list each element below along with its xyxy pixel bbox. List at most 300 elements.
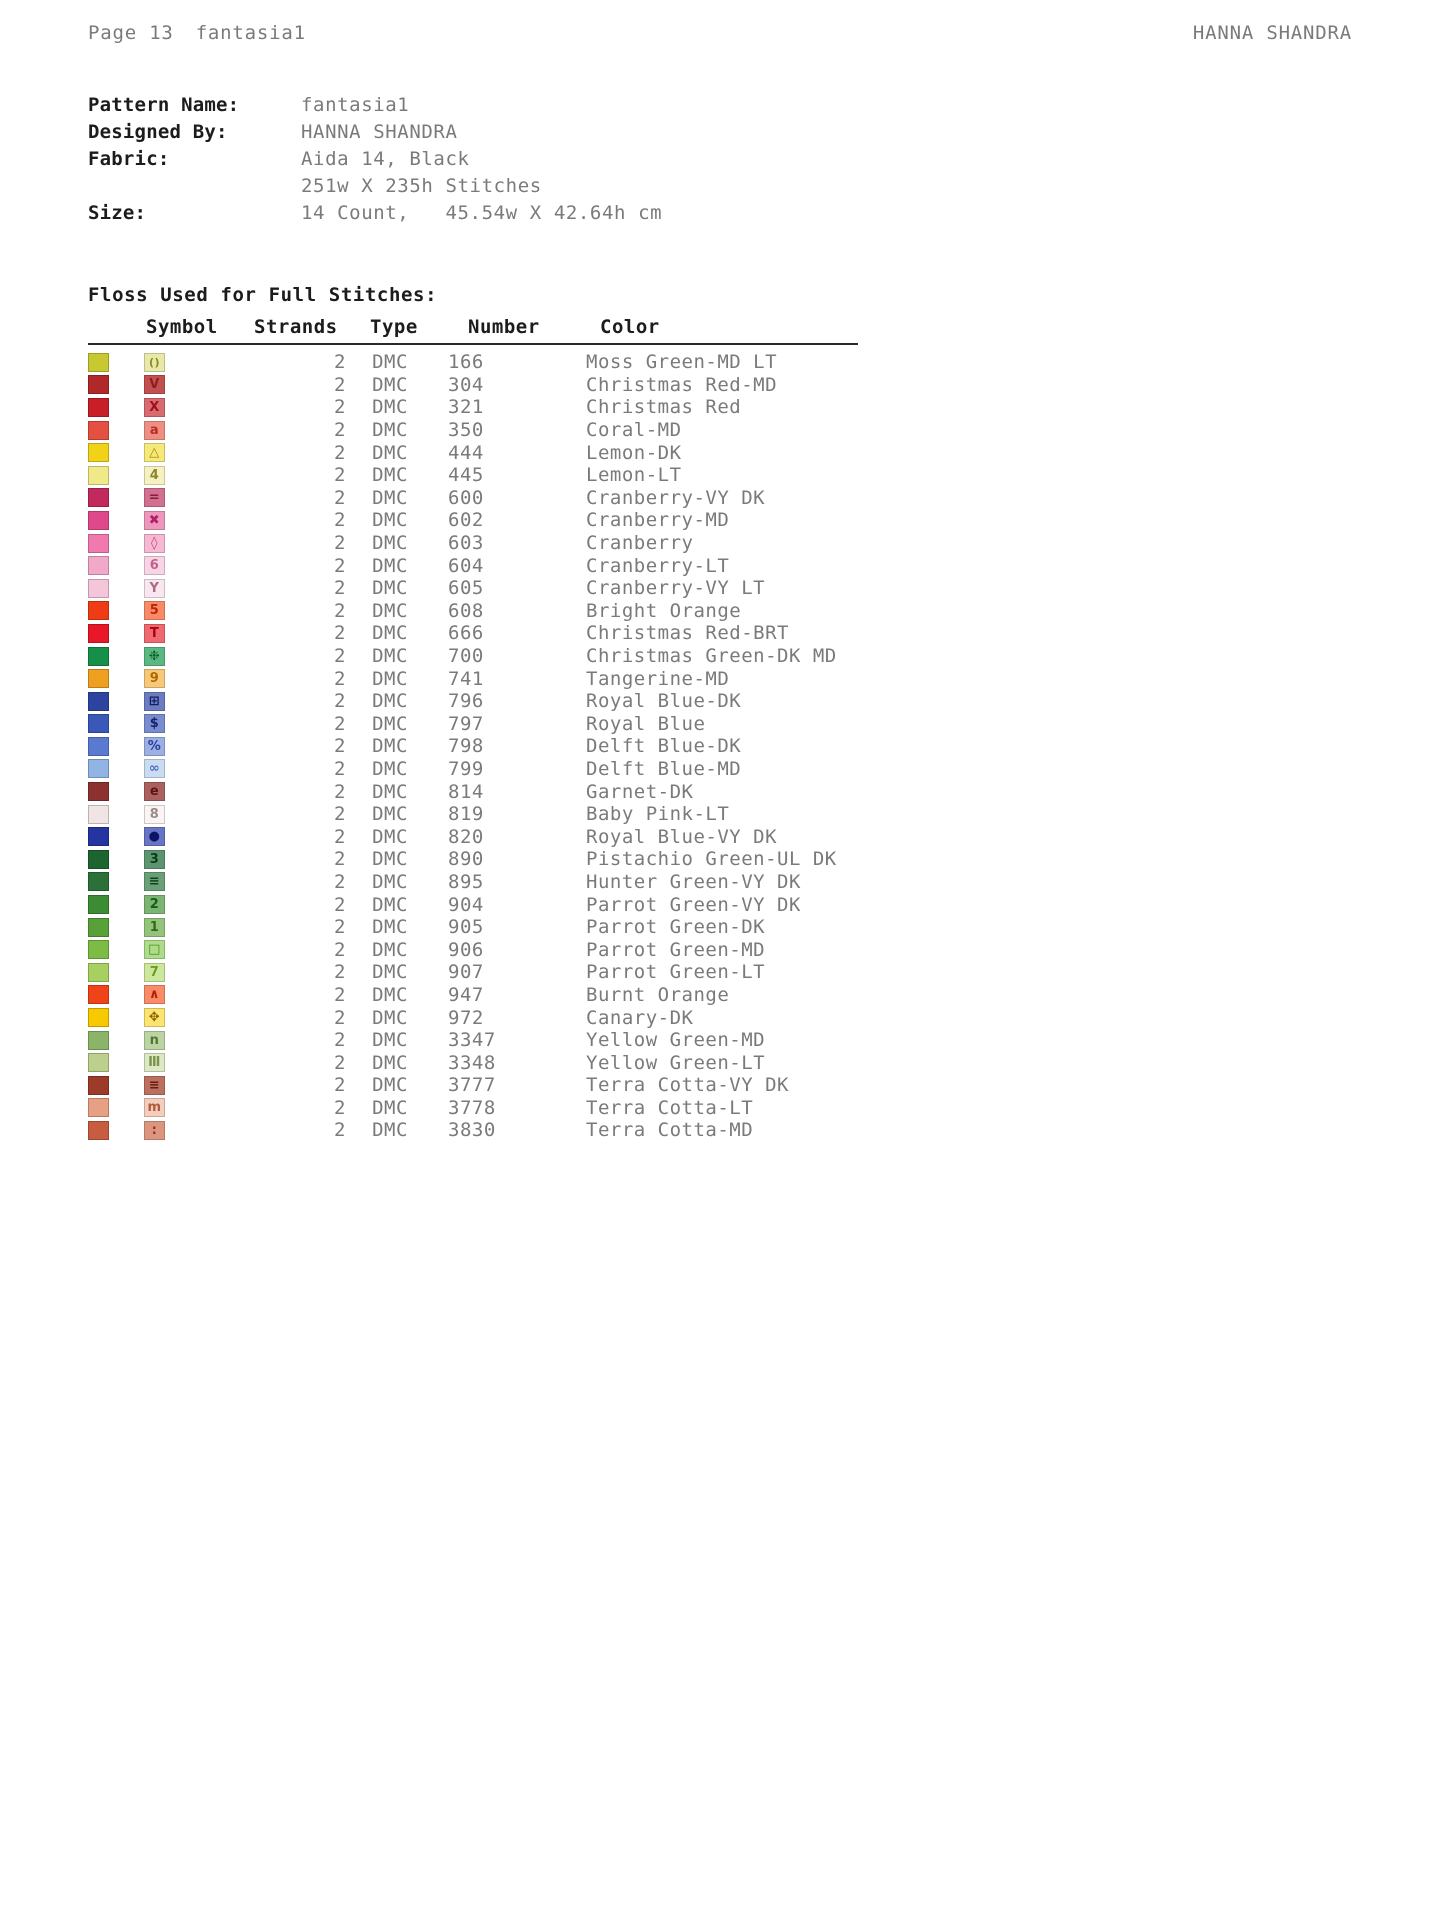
color-swatch [88,985,109,1004]
strands-value: 2 [334,441,346,464]
symbol-cell [144,488,236,507]
column-header-number: Number [468,316,540,338]
color-swatch-cell [88,1121,144,1140]
floss-row [88,690,858,713]
number-value: 907 [448,961,484,984]
color-name-value: Moss Green-MD LT [586,351,778,374]
floss-row [88,938,858,961]
symbol-cell [144,534,236,553]
stitch-symbol-icon: ◊ [144,534,165,553]
info-row-designed-by [88,119,662,146]
symbol-cell [144,692,236,711]
type-value: DMC [372,803,408,826]
symbol-cell [144,1098,236,1117]
info-row-pattern-name [88,92,662,119]
running-header [88,22,1352,44]
type-value: DMC [372,509,408,532]
strands-value: 2 [334,419,346,442]
stitch-symbol-icon: : [144,1121,165,1140]
floss-row [88,758,858,781]
header-rule [88,343,858,345]
floss-row [88,893,858,916]
color-name-value: Parrot Green-VY DK [586,893,801,916]
color-swatch [88,692,109,711]
color-name-value: Canary-DK [586,1006,694,1029]
color-name-value: Tangerine-MD [586,667,730,690]
number-value: 819 [448,803,484,826]
color-name-value: Garnet-DK [586,780,694,803]
floss-row [88,374,858,397]
type-value: DMC [372,1119,408,1142]
strands-value: 2 [334,780,346,803]
symbol-cell [144,601,236,620]
type-value: DMC [372,938,408,961]
column-header-color: Color [600,316,660,338]
floss-row [88,645,858,668]
number-value: 666 [448,622,484,645]
color-name-value: Christmas Red-MD [586,373,778,396]
number-value: 3830 [448,1119,496,1142]
number-value: 3348 [448,1051,496,1074]
number-value: 796 [448,690,484,713]
color-swatch-cell [88,872,144,891]
fabric-value: Aida 14, Black [301,148,470,170]
color-name-value: Cranberry-VY DK [586,486,766,509]
type-value: DMC [372,961,408,984]
color-swatch-cell [88,375,144,394]
floss-row [88,667,858,690]
color-name-value: Burnt Orange [586,983,730,1006]
color-name-value: Christmas Green-DK MD [586,645,837,668]
symbol-cell [144,466,236,485]
number-value: 904 [448,893,484,916]
strands-value: 2 [334,396,346,419]
number-value: 3347 [448,1029,496,1052]
color-swatch-cell [88,918,144,937]
type-value: DMC [372,441,408,464]
number-value: 700 [448,645,484,668]
color-name-value: Delft Blue-DK [586,735,742,758]
color-name-value: Christmas Red-BRT [586,622,789,645]
symbol-cell [144,624,236,643]
strands-value: 2 [334,712,346,735]
symbol-cell [144,782,236,801]
color-swatch [88,375,109,394]
strands-value: 2 [334,373,346,396]
strands-value: 2 [334,509,346,532]
strands-value: 2 [334,1096,346,1119]
floss-row [88,1097,858,1120]
color-name-value: Terra Cotta-VY DK [586,1074,789,1097]
stitch-symbol-icon: 3 [144,850,165,869]
number-value: 604 [448,554,484,577]
number-value: 445 [448,464,484,487]
color-swatch-cell [88,511,144,530]
floss-row [88,916,858,939]
running-header-left [88,22,306,44]
symbol-cell [144,963,236,982]
symbol-cell [144,1031,236,1050]
number-value: 166 [448,351,484,374]
floss-row [88,1006,858,1029]
symbol-cell [144,1121,236,1140]
color-name-value: Coral-MD [586,419,682,442]
number-value: 3778 [448,1096,496,1119]
color-swatch-cell [88,647,144,666]
type-value: DMC [372,825,408,848]
floss-row [88,464,858,487]
color-swatch-cell [88,940,144,959]
color-swatch-cell [88,601,144,620]
stitch-symbol-icon: Ⅲ [144,1053,165,1072]
stitch-symbol-icon: % [144,737,165,756]
floss-row [88,735,858,758]
floss-section-title: Floss Used for Full Stitches: [88,284,438,306]
color-swatch-cell [88,624,144,643]
floss-row [88,622,858,645]
color-swatch-cell [88,1053,144,1072]
floss-row [88,803,858,826]
symbol-cell [144,850,236,869]
color-name-value: Terra Cotta-LT [586,1096,754,1119]
page-number-label: Page 13 [88,22,174,44]
floss-row [88,554,858,577]
stitch-symbol-icon: △ [144,443,165,462]
number-value: 608 [448,599,484,622]
color-swatch-cell [88,963,144,982]
stitch-symbol-icon: 1 [144,918,165,937]
strands-value: 2 [334,554,346,577]
color-name-value: Yellow Green-MD [586,1029,766,1052]
color-name-value: Bright Orange [586,599,742,622]
floss-row [88,577,858,600]
color-swatch [88,353,109,372]
symbol-cell [144,511,236,530]
color-swatch-cell [88,782,144,801]
color-swatch-cell [88,534,144,553]
color-name-value: Delft Blue-MD [586,757,742,780]
color-swatch-cell [88,443,144,462]
color-swatch-cell [88,398,144,417]
symbol-cell [144,827,236,846]
stitch-symbol-icon: T [144,624,165,643]
number-value: 820 [448,825,484,848]
floss-row [88,396,858,419]
color-swatch-cell [88,421,144,440]
fabric-stitch-count-value: 251w X 235h Stitches [301,175,542,197]
color-swatch-cell [88,850,144,869]
color-swatch [88,1053,109,1072]
color-name-value: Cranberry-LT [586,554,730,577]
floss-row [88,441,858,464]
type-value: DMC [372,1074,408,1097]
type-value: DMC [372,1029,408,1052]
symbol-cell [144,714,236,733]
type-value: DMC [372,983,408,1006]
strands-value: 2 [334,1029,346,1052]
floss-row [88,532,858,555]
symbol-cell [144,421,236,440]
symbol-cell [144,1008,236,1027]
color-swatch-cell [88,488,144,507]
symbol-cell [144,1076,236,1095]
strands-value: 2 [334,622,346,645]
stitch-symbol-icon: □ [144,940,165,959]
strands-value: 2 [334,532,346,555]
number-value: 304 [448,373,484,396]
symbol-cell [144,985,236,1004]
number-value: 3777 [448,1074,496,1097]
number-value: 350 [448,419,484,442]
color-swatch [88,421,109,440]
type-value: DMC [372,577,408,600]
color-swatch [88,1008,109,1027]
type-value: DMC [372,645,408,668]
strands-value: 2 [334,1119,346,1142]
strands-value: 2 [334,757,346,780]
column-header-strands: Strands [254,316,338,338]
type-value: DMC [372,757,408,780]
stitch-symbol-icon: 7 [144,963,165,982]
color-swatch [88,737,109,756]
stitch-symbol-icon: $ [144,714,165,733]
color-swatch-cell [88,466,144,485]
floss-row [88,780,858,803]
strands-value: 2 [334,803,346,826]
stitch-symbol-icon: e [144,782,165,801]
symbol-cell [144,669,236,688]
number-value: 905 [448,916,484,939]
color-name-value: Lemon-LT [586,464,682,487]
color-swatch [88,579,109,598]
stitch-symbol-icon: = [144,488,165,507]
type-value: DMC [372,419,408,442]
floss-table-header-row [88,316,858,343]
stitch-symbol-icon: ⊞ [144,692,165,711]
strands-value: 2 [334,599,346,622]
type-value: DMC [372,396,408,419]
symbol-cell [144,398,236,417]
color-swatch [88,827,109,846]
floss-row [88,1029,858,1052]
color-name-value: Royal Blue-VY DK [586,825,778,848]
size-value: 14 Count, 45.54w X 42.64h cm [301,202,663,224]
stitch-symbol-icon: 8 [144,805,165,824]
color-swatch-cell [88,805,144,824]
number-value: 906 [448,938,484,961]
floss-row [88,1074,858,1097]
stitch-symbol-icon: m [144,1098,165,1117]
symbol-cell [144,647,236,666]
stitch-symbol-icon: Y [144,579,165,598]
symbol-cell [144,759,236,778]
floss-row [88,825,858,848]
color-name-value: Royal Blue-DK [586,690,742,713]
symbol-cell [144,918,236,937]
strands-value: 2 [334,577,346,600]
number-value: 321 [448,396,484,419]
symbol-cell [144,443,236,462]
color-swatch [88,1031,109,1050]
symbol-cell [144,1053,236,1072]
color-swatch [88,1076,109,1095]
type-value: DMC [372,690,408,713]
floss-row [88,984,858,1007]
color-swatch [88,488,109,507]
number-value: 741 [448,667,484,690]
color-name-value: Parrot Green-MD [586,938,766,961]
color-name-value: Pistachio Green-UL DK [586,848,837,871]
stitch-symbol-icon: 5 [144,601,165,620]
color-swatch [88,1121,109,1140]
strands-value: 2 [334,735,346,758]
number-value: 814 [448,780,484,803]
color-swatch-cell [88,985,144,1004]
type-value: DMC [372,486,408,509]
color-swatch-cell [88,737,144,756]
color-name-value: Christmas Red [586,396,742,419]
floss-row [88,871,858,894]
symbol-cell [144,805,236,824]
color-name-value: Lemon-DK [586,441,682,464]
type-value: DMC [372,712,408,735]
type-value: DMC [372,1006,408,1029]
floss-row [88,419,858,442]
color-swatch [88,918,109,937]
symbol-cell [144,375,236,394]
stitch-symbol-icon: ≡ [144,872,165,891]
stitch-symbol-icon: 9 [144,669,165,688]
number-value: 603 [448,532,484,555]
info-row-fabric [88,146,662,173]
pattern-file-label: fantasia1 [195,22,306,44]
color-name-value: Parrot Green-DK [586,916,766,939]
designed-by-label: Designed By: [88,121,228,143]
pattern-info-block [88,92,662,227]
stitch-symbol-icon: 4 [144,466,165,485]
stitch-symbol-icon: V [144,375,165,394]
color-swatch [88,963,109,982]
color-swatch-cell [88,1008,144,1027]
type-value: DMC [372,893,408,916]
color-swatch [88,759,109,778]
type-value: DMC [372,532,408,555]
strands-value: 2 [334,464,346,487]
stitch-symbol-icon: 6 [144,556,165,575]
number-value: 895 [448,870,484,893]
type-value: DMC [372,554,408,577]
type-value: DMC [372,351,408,374]
fabric-label: Fabric: [88,148,170,170]
color-swatch [88,601,109,620]
strands-value: 2 [334,848,346,871]
strands-value: 2 [334,1074,346,1097]
info-row-fabric-stitches [88,173,662,200]
number-value: 972 [448,1006,484,1029]
color-swatch [88,647,109,666]
info-row-size [88,200,662,227]
color-name-value: Terra Cotta-MD [586,1119,754,1142]
color-swatch [88,895,109,914]
color-name-value: Cranberry-MD [586,509,730,532]
color-swatch [88,556,109,575]
number-value: 602 [448,509,484,532]
stitch-symbol-icon: ∧ [144,985,165,1004]
color-swatch-cell [88,895,144,914]
type-value: DMC [372,599,408,622]
type-value: DMC [372,667,408,690]
symbol-cell [144,940,236,959]
floss-table [88,316,858,1142]
color-name-value: Baby Pink-LT [586,803,730,826]
strands-value: 2 [334,961,346,984]
color-swatch [88,1098,109,1117]
color-swatch [88,443,109,462]
color-name-value: Cranberry [586,532,694,555]
symbol-cell [144,737,236,756]
pattern-name-value: fantasia1 [301,94,410,116]
color-swatch-cell [88,556,144,575]
color-swatch-cell [88,353,144,372]
number-value: 799 [448,757,484,780]
color-name-value: Yellow Green-LT [586,1051,766,1074]
color-swatch [88,511,109,530]
color-swatch-cell [88,714,144,733]
color-swatch [88,872,109,891]
designer-header-label: HANNA SHANDRA [1192,22,1352,44]
number-value: 798 [448,735,484,758]
type-value: DMC [372,622,408,645]
strands-value: 2 [334,351,346,374]
floss-row [88,848,858,871]
color-swatch-cell [88,759,144,778]
color-name-value: Royal Blue [586,712,706,735]
symbol-cell [144,556,236,575]
type-value: DMC [372,780,408,803]
color-swatch [88,850,109,869]
strands-value: 2 [334,645,346,668]
color-swatch [88,398,109,417]
floss-row [88,1051,858,1074]
strands-value: 2 [334,1006,346,1029]
stitch-symbol-icon: X [144,398,165,417]
stitch-symbol-icon: ≡ [144,1076,165,1095]
designed-by-value: HANNA SHANDRA [301,121,458,143]
color-swatch [88,940,109,959]
stitch-symbol-icon: n [144,1031,165,1050]
number-value: 890 [448,848,484,871]
stitch-symbol-icon: ✥ [144,1008,165,1027]
color-name-value: Cranberry-VY LT [586,577,766,600]
strands-value: 2 [334,825,346,848]
floss-row [88,713,858,736]
floss-row [88,509,858,532]
stitch-symbol-icon: ❉ [144,647,165,666]
floss-row [88,961,858,984]
stitch-symbol-icon: ∞ [144,759,165,778]
color-name-value: Parrot Green-LT [586,961,766,984]
color-swatch [88,714,109,733]
color-swatch-cell [88,579,144,598]
color-swatch-cell [88,827,144,846]
floss-row [88,351,858,374]
size-label: Size: [88,202,147,224]
strands-value: 2 [334,870,346,893]
stitch-symbol-icon: ● [144,827,165,846]
stitch-symbol-icon: ✖ [144,511,165,530]
floss-row [88,600,858,623]
strands-value: 2 [334,938,346,961]
